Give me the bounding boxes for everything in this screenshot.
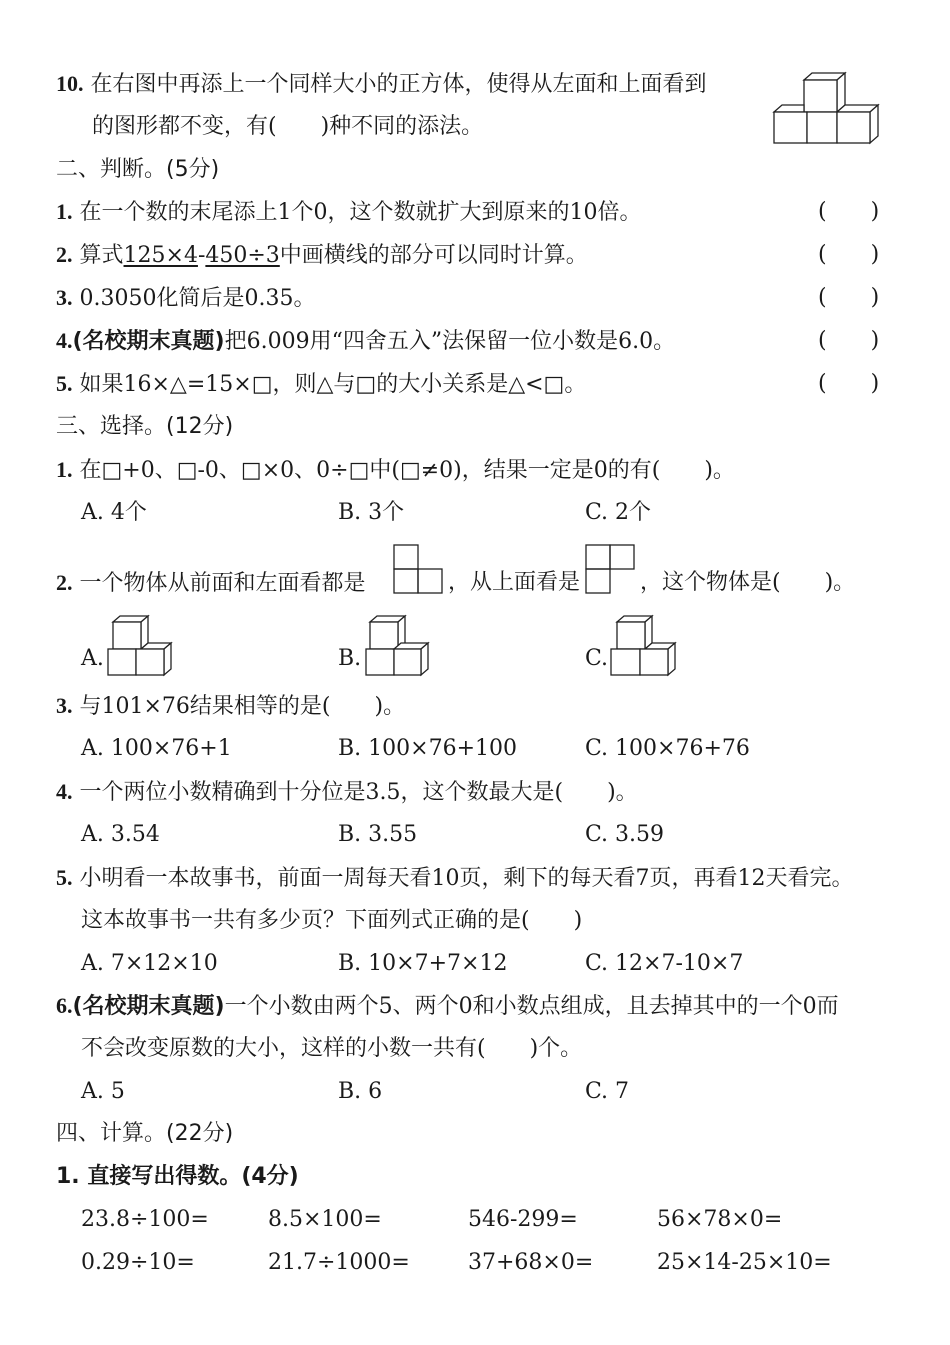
choice-q2-option-c-cubes[interactable] (610, 614, 676, 676)
section2-title: 二、判断。(5分) (56, 157, 220, 182)
choice-q6-option-b[interactable]: B. 6 (338, 1079, 383, 1104)
judge-answer-paren-2[interactable]: ( ) (818, 242, 880, 267)
judge-item-2-post: 中画横线的部分可以同时计算。 (279, 243, 588, 268)
choice-q4-option-b[interactable]: B. 3.55 (338, 822, 418, 847)
choice-q3-option-b[interactable]: B. 100×76+100 (338, 736, 517, 761)
judge-answer-paren-1[interactable]: ( ) (818, 199, 880, 224)
choice-q5-text1: 小明看一本故事书，前面一周每天看10页，剩下的每天看7页，再看12天看完。 (79, 866, 854, 891)
choice-q5-line2: 这本故事书一共有多少页？下面列式正确的是( ) (81, 908, 583, 933)
judge-item-4-text: 把6.009用“四舍五入”法保留一位小数是6.0。 (224, 329, 676, 354)
choice-q2-part1: 一个物体从前面和左面看都是 (79, 571, 366, 596)
judge-item-2-underline-b: 450÷3 (205, 243, 280, 268)
choice-q3-number: 3. (56, 693, 73, 718)
choice-q4-option-c[interactable]: C. 3.59 (585, 822, 665, 847)
judge-item-5 (56, 369, 586, 400)
q10-line2: 的图形都不变，有( )种不同的添法。 (92, 114, 484, 139)
q10-cube-figure (774, 72, 884, 144)
choice-q4 (56, 777, 638, 808)
choice-q4-text: 一个两位小数精确到十分位是3.5，这个数最大是( )。 (79, 780, 638, 805)
choice-q1 (56, 455, 735, 486)
judge-item-1 (56, 197, 642, 228)
choice-q1-option-c[interactable]: C. 2个 (585, 500, 652, 525)
calc-item-2-4: 25×14-25×10= (657, 1250, 832, 1275)
section4-title: 四、计算。(22分) (56, 1121, 234, 1146)
choice-q2-option-c[interactable]: C. (585, 646, 609, 671)
judge-item-3-text: 0.3050化简后是0.35。 (79, 286, 316, 311)
judge-item-3-number: 3. (56, 285, 73, 310)
choice-q6-text1: 一个小数由两个5、两个0和小数点组成，且去掉其中的一个0而 (224, 994, 839, 1019)
section3-title: 三、选择。(12分) (56, 414, 234, 439)
choice-q2-top-view-figure (585, 544, 635, 594)
choice-q5-option-c[interactable]: C. 12×7-10×7 (585, 951, 744, 976)
choice-q3-option-a[interactable]: A. 100×76+1 (81, 736, 232, 761)
calc-sub1-title: 1. 直接写出得数。(4分) (56, 1164, 299, 1189)
choice-q3-text: 与101×76结果相等的是( )。 (79, 694, 406, 719)
choice-q2-option-a[interactable]: A. (81, 646, 104, 671)
calc-item-2-1: 0.29÷10= (81, 1250, 195, 1275)
judge-item-2-mid: - (197, 243, 206, 268)
choice-q3 (56, 691, 405, 722)
choice-q4-number: 4. (56, 779, 73, 804)
choice-q6-line1 (56, 991, 839, 1022)
calc-item-1-2: 8.5×100= (268, 1207, 382, 1232)
calc-item-1-4: 56×78×0= (657, 1207, 783, 1232)
choice-q6-number: 6. (56, 993, 73, 1018)
judge-item-1-number: 1. (56, 199, 73, 224)
choice-q6-option-a[interactable]: A. 5 (81, 1079, 125, 1104)
choice-q1-option-b[interactable]: B. 3个 (338, 500, 405, 525)
judge-item-4 (56, 326, 675, 357)
judge-item-2-pre: 算式 (79, 243, 124, 268)
choice-q2-option-a-cubes[interactable] (108, 614, 174, 676)
choice-q1-text: 在□+0、□-0、□×0、0÷□中(□≠0)，结果一定是0的有( )。 (79, 458, 735, 483)
choice-q2-option-b[interactable]: B. (338, 646, 362, 671)
choice-q2-part2: ，从上面看是 (448, 570, 581, 595)
choice-q3-option-c[interactable]: C. 100×76+76 (585, 736, 750, 761)
calc-item-2-2: 21.7÷1000= (268, 1250, 410, 1275)
choice-q2-option-b-cubes[interactable] (363, 614, 429, 676)
judge-item-5-number: 5. (56, 371, 73, 396)
q10-line1 (56, 69, 707, 100)
choice-q5-number: 5. (56, 865, 73, 890)
choice-q6-option-c[interactable]: C. 7 (585, 1079, 630, 1104)
choice-q2-number: 2. (56, 570, 73, 595)
judge-item-4-tag: (名校期末真题) (72, 329, 225, 354)
judge-item-2-underline-a: 125×4 (123, 243, 198, 268)
choice-q5-option-b[interactable]: B. 10×7+7×12 (338, 951, 508, 976)
q10-text1: 在右图中再添上一个同样大小的正方体，使得从左面和上面看到 (90, 72, 707, 97)
choice-q6-tag: (名校期末真题) (72, 994, 225, 1019)
choice-q2-line (56, 568, 366, 599)
q10-number: 10. (56, 71, 84, 96)
q10-cube-top (804, 73, 845, 112)
judge-item-5-text: 如果16×△=15×□，则△与□的大小关系是△<□。 (79, 372, 587, 397)
judge-item-4-number: 4. (56, 328, 73, 353)
choice-q1-option-a[interactable]: A. 4个 (81, 500, 147, 525)
judge-item-1-text: 在一个数的末尾添上1个0，这个数就扩大到原来的10倍。 (79, 200, 642, 225)
judge-item-2 (56, 240, 588, 271)
judge-answer-paren-3[interactable]: ( ) (818, 285, 880, 310)
choice-q2-front-view-figure (393, 544, 443, 594)
choice-q2-part3: ，这个物体是( )。 (640, 570, 856, 595)
calc-item-1-3: 546-299= (468, 1207, 578, 1232)
calc-item-2-3: 37+68×0= (468, 1250, 594, 1275)
choice-q1-number: 1. (56, 457, 73, 482)
judge-answer-paren-5[interactable]: ( ) (818, 371, 880, 396)
choice-q6-line2: 不会改变原数的大小，这样的小数一共有( )个。 (81, 1036, 583, 1061)
choice-q4-option-a[interactable]: A. 3.54 (81, 822, 160, 847)
choice-q5-line1 (56, 863, 854, 894)
judge-item-3 (56, 283, 315, 314)
calc-item-1-1: 23.8÷100= (81, 1207, 209, 1232)
judge-answer-paren-4[interactable]: ( ) (818, 328, 880, 353)
judge-item-2-number: 2. (56, 242, 73, 267)
choice-q5-option-a[interactable]: A. 7×12×10 (81, 951, 218, 976)
